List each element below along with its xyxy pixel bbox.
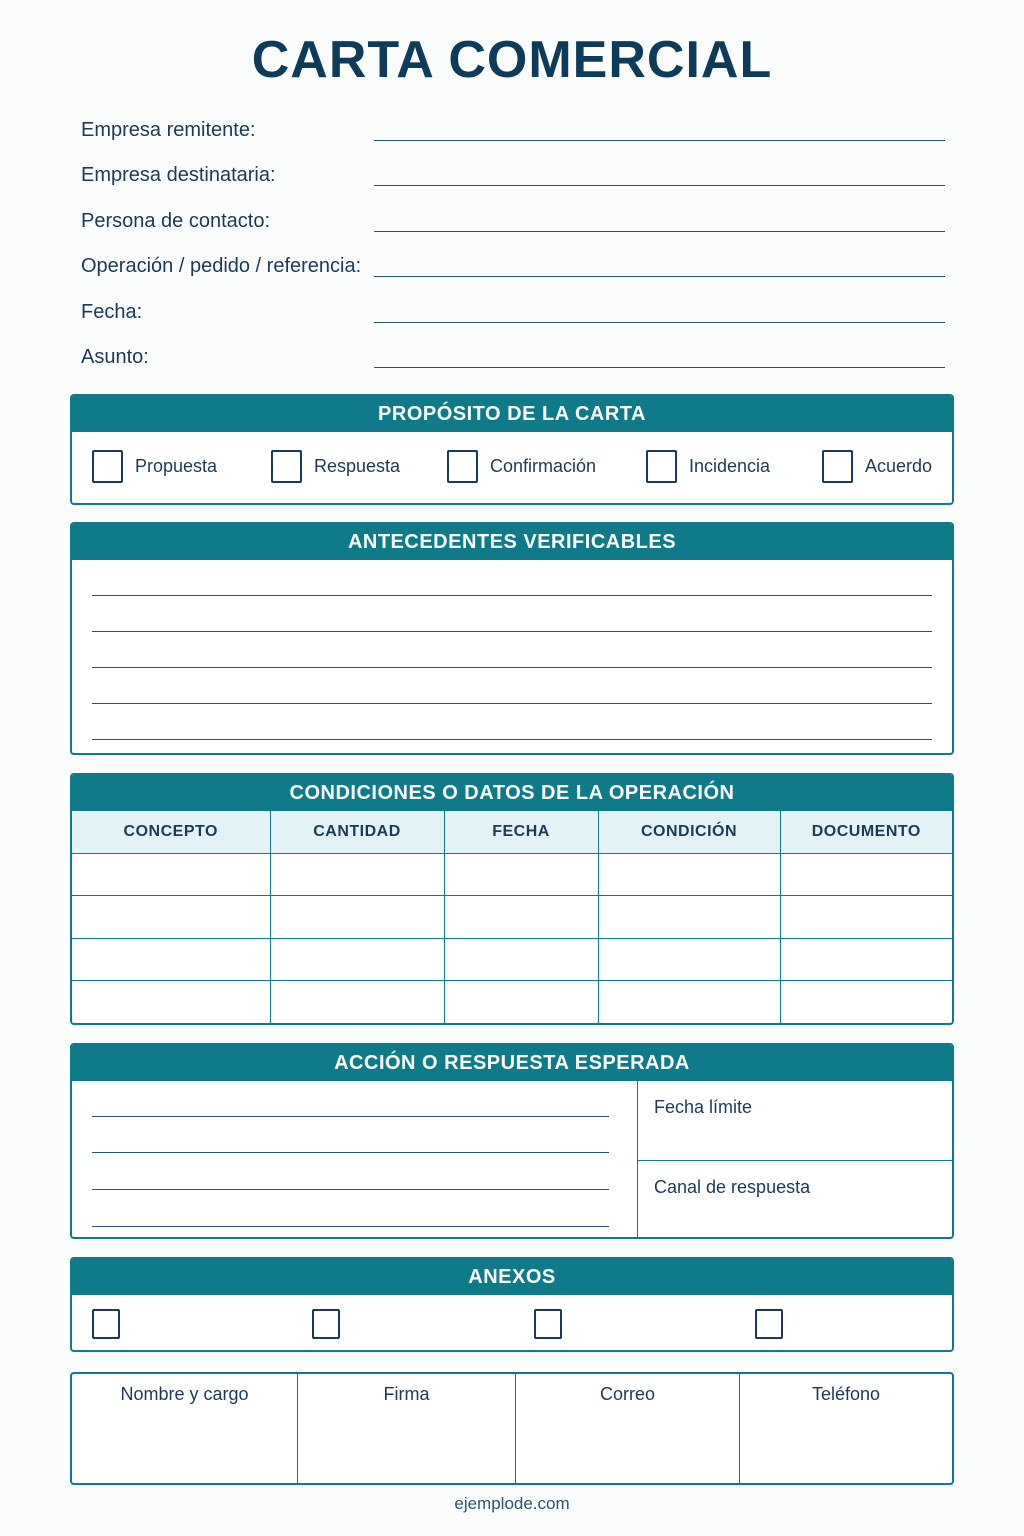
table-cell[interactable] [444,981,598,1024]
table-cell[interactable] [444,896,598,939]
writing-line[interactable] [92,1189,609,1190]
signature-block [70,1372,954,1485]
background-lines[interactable] [72,560,952,753]
purpose-section [70,394,954,505]
signature-cell-email[interactable] [516,1374,740,1483]
checkbox[interactable] [271,450,302,483]
field-sender [81,112,945,157]
option-label: Confirmación [490,455,597,476]
purpose-option[interactable] [822,449,932,483]
field-label: Persona de contacto: [81,209,271,232]
column-header: CANTIDAD [270,811,444,853]
page-title: CARTA COMERCIAL [251,31,773,89]
channel-label: Canal de respuesta [654,1176,811,1197]
section-heading: ACCIÓN O RESPUESTA ESPERADA [72,1045,952,1081]
field-contact [81,203,945,248]
purpose-option[interactable] [447,449,596,483]
section-heading: ANTECEDENTES VERIFICABLES [72,524,952,560]
table-cell[interactable] [270,896,444,939]
writing-line[interactable] [92,1152,609,1153]
table-cell[interactable] [72,853,270,896]
annex-options [72,1295,952,1351]
table-row [72,938,952,981]
action-body [72,1081,952,1239]
deadline-cell[interactable] [638,1081,952,1161]
table-cell[interactable] [598,981,780,1024]
table-cell[interactable] [444,853,598,896]
annex-checkbox[interactable] [534,1309,562,1339]
writing-line[interactable] [92,1116,609,1117]
writing-line[interactable] [92,667,932,668]
field-label: Operación / pedido / referencia: [81,255,362,278]
section-heading: PROPÓSITO DE LA CARTA [72,396,952,432]
field-subject [81,339,945,384]
signature-label: Correo [599,1384,656,1404]
signature-cell-sign[interactable] [298,1374,516,1483]
table-row [72,853,952,896]
table-cell[interactable] [780,981,952,1024]
writing-line[interactable] [92,631,932,632]
table-row [72,981,952,1024]
table-cell[interactable] [598,853,780,896]
signature-cell-phone[interactable] [740,1374,952,1483]
signature-label: Teléfono [811,1384,881,1404]
table-header-row [72,811,952,853]
table-row [72,896,952,939]
action-details [637,1081,952,1239]
purpose-option[interactable] [271,449,400,483]
conditions-section [70,773,954,1025]
section-heading: ANEXOS [72,1259,952,1295]
column-header: CONCEPTO [72,811,270,853]
checkbox[interactable] [822,450,853,483]
checkbox[interactable] [92,450,123,483]
recipient-input-line[interactable] [374,185,945,186]
signature-label: Nombre y cargo [120,1384,249,1404]
contact-input-line[interactable] [374,231,945,232]
table-cell[interactable] [780,938,952,981]
column-header: CONDICIÓN [598,811,780,853]
header-fields [81,112,945,384]
table-cell[interactable] [598,938,780,981]
table-cell[interactable] [598,896,780,939]
subject-input-line[interactable] [374,367,945,368]
purpose-option[interactable] [646,449,770,483]
footer-source: ejemplode.com [454,1494,570,1513]
annex-checkbox[interactable] [92,1309,120,1339]
option-label: Incidencia [689,455,771,476]
date-input-line[interactable] [374,322,945,323]
table-cell[interactable] [72,981,270,1024]
option-label: Acuerdo [865,455,933,476]
section-heading: CONDICIONES O DATOS DE LA OPERACIÓN [72,775,952,811]
writing-line[interactable] [92,739,932,740]
signature-cell-name[interactable] [72,1374,298,1483]
table-cell[interactable] [444,938,598,981]
table-cell[interactable] [270,981,444,1024]
checkbox[interactable] [447,450,478,483]
sender-input-line[interactable] [374,140,945,141]
annex-checkbox[interactable] [755,1309,783,1339]
action-section [70,1043,954,1239]
option-label: Propuesta [135,455,218,476]
signature-label: Firma [383,1384,430,1404]
field-date [81,294,945,339]
conditions-table [72,811,952,1023]
writing-line[interactable] [92,595,932,596]
table-cell[interactable] [780,853,952,896]
table-cell[interactable] [72,938,270,981]
option-label: Respuesta [314,455,401,476]
table-cell[interactable] [270,853,444,896]
table-cell[interactable] [72,896,270,939]
writing-line[interactable] [92,1226,609,1227]
purpose-option[interactable] [92,449,217,483]
annex-checkbox[interactable] [312,1309,340,1339]
field-label: Empresa remitente: [81,119,256,141]
field-label: Asunto: [81,345,149,368]
deadline-label: Fecha límite [654,1097,753,1117]
field-reference [81,248,945,293]
field-label: Fecha: [81,300,143,323]
background-section [70,522,954,755]
field-recipient [81,157,945,202]
purpose-options [72,432,952,504]
annexes-section [70,1257,954,1352]
field-label: Empresa destinataria: [81,164,276,187]
table-cell[interactable] [780,896,952,939]
writing-line[interactable] [92,703,932,704]
reference-input-line[interactable] [374,276,945,277]
channel-cell[interactable] [638,1161,952,1240]
column-header: FECHA [444,811,598,853]
column-header: DOCUMENTO [780,811,952,853]
table-cell[interactable] [270,938,444,981]
checkbox[interactable] [646,450,677,483]
